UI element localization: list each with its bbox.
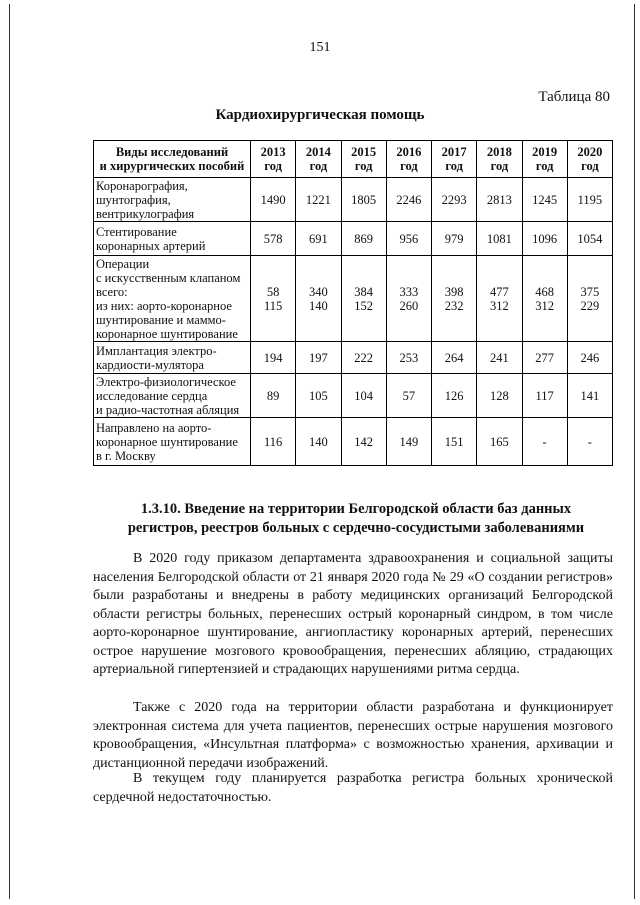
value: 2813	[486, 192, 512, 207]
value: 58	[266, 284, 280, 299]
value: 1081	[486, 231, 512, 246]
table-row	[94, 178, 613, 222]
value: 229	[580, 298, 600, 313]
value-cell	[386, 256, 431, 342]
value-cell	[567, 374, 612, 418]
value-cell	[251, 374, 296, 418]
value-cell	[567, 178, 612, 222]
value-cell	[296, 178, 341, 222]
value-cell	[386, 418, 431, 466]
value: 1054	[577, 231, 603, 246]
value-cell	[296, 256, 341, 342]
value: 2246	[396, 192, 422, 207]
value: -	[587, 434, 592, 449]
value-cell	[341, 342, 386, 374]
value-cell	[522, 256, 567, 342]
value-cell	[251, 342, 296, 374]
header-year: 2013 год	[251, 141, 296, 178]
row-label	[94, 222, 251, 256]
value-cell	[432, 222, 477, 256]
table-row	[94, 256, 613, 342]
row-label-line: исследование сердца	[96, 388, 208, 403]
row-label-line: Направлено на аорто-	[96, 420, 212, 435]
value: 152	[354, 298, 373, 313]
table-body	[94, 178, 613, 466]
value-cell	[567, 256, 612, 342]
row-label-line: Имплантация электро-	[96, 343, 217, 358]
value-cell	[296, 374, 341, 418]
header-year: 2017 год	[432, 141, 477, 178]
value-cell	[567, 418, 612, 466]
header-year: 2016 год	[386, 141, 431, 178]
value-cell	[386, 374, 431, 418]
value-cell	[251, 256, 296, 342]
row-label-line: кардиости-мулятора	[96, 357, 204, 372]
value-cell	[522, 178, 567, 222]
value: 1245	[532, 192, 558, 207]
value: 241	[490, 350, 509, 365]
value: 264	[444, 350, 464, 365]
value-cell	[432, 342, 477, 374]
value: 115	[263, 298, 283, 313]
value-cell	[477, 374, 522, 418]
row-label	[94, 342, 251, 374]
value: 340	[309, 284, 328, 299]
value-cell	[477, 222, 522, 256]
value-cell	[477, 418, 522, 466]
value: 126	[444, 388, 464, 403]
header-type-line1: Виды исследований	[115, 145, 229, 159]
value-cell	[386, 178, 431, 222]
row-label-line: Коронарография,	[96, 178, 188, 193]
value-cell	[386, 222, 431, 256]
row-label	[94, 418, 251, 466]
value: 194	[263, 350, 283, 365]
header-type-line2: и хирургических пособий	[99, 159, 245, 173]
row-label	[94, 178, 251, 222]
row-label	[94, 374, 251, 418]
value: 253	[399, 350, 419, 365]
value: 141	[580, 388, 600, 403]
row-label-line: шунтография,	[96, 192, 171, 207]
value: 128	[490, 388, 509, 403]
value: 57	[402, 388, 416, 403]
row-label-line: вентрикулография	[96, 206, 195, 221]
paragraph-registers: В 2020 году приказом департамента здравоохранения и социальной защиты населения Белгородской области от 21 января 2020 года № 29 «О создании регистров» были разработаны и внедрены в работу медицинских организаций Белгородской области регистры больных, перенесших острый коронарный синдром, в том числе аорто-коронарное шунтирование, ангиопластику коронарных артерий, перенесших острое нарушение мозгового кровообращения, перенесших абляцию, страдающих артериальной гипертензией и страдающих нарушениями ритма сердца.	[93, 551, 613, 677]
value: 104	[354, 388, 373, 403]
value-cell	[432, 178, 477, 222]
header-year: 2019 год	[522, 141, 567, 178]
section-heading-line2: регистров, реестров больных с сердечно-сосудистыми заболеваниями	[127, 520, 585, 536]
value-cell	[567, 342, 612, 374]
table-header-row	[94, 141, 613, 178]
value: 398	[444, 284, 464, 299]
row-label-line: с искусственным клапаном	[96, 270, 241, 285]
value: 116	[263, 434, 283, 449]
page-number: 151	[309, 40, 331, 55]
row-label-line: Операции	[96, 256, 150, 271]
table-row	[94, 222, 613, 256]
value: 142	[354, 434, 373, 449]
value-cell	[522, 222, 567, 256]
value: 1221	[305, 192, 331, 207]
table-label: Таблица 80	[538, 89, 610, 105]
value-cell	[432, 256, 477, 342]
value-cell	[296, 342, 341, 374]
value-cell	[477, 178, 522, 222]
table-title: Кардиохирургическая помощь	[215, 107, 425, 123]
value-cell	[296, 222, 341, 256]
value: 1490	[260, 192, 286, 207]
value-cell	[477, 256, 522, 342]
value-cell	[567, 222, 612, 256]
value: 468	[535, 284, 554, 299]
value-cell	[341, 222, 386, 256]
value: 1805	[351, 192, 377, 207]
row-label-line: коронарное шунтирование	[96, 434, 238, 449]
value: 1195	[577, 192, 603, 207]
header-year: 2020 год	[567, 141, 612, 178]
value: 89	[266, 388, 280, 403]
value: 140	[309, 298, 328, 313]
value: 117	[535, 388, 554, 403]
value-cell	[432, 418, 477, 466]
value-cell	[341, 418, 386, 466]
value-cell	[522, 374, 567, 418]
value-cell	[251, 222, 296, 256]
header-type	[94, 141, 251, 178]
paragraph-heart-failure-registry: В текущем году планируется разработка регистра больных хронической сердечной недостаточностью.	[93, 771, 613, 805]
header-year: 2015 год	[341, 141, 386, 178]
value-cell	[251, 418, 296, 466]
value: 384	[354, 284, 373, 299]
value: 2293	[441, 192, 467, 207]
row-label-line: шунтирование и маммо-	[96, 312, 226, 327]
value: 375	[580, 284, 600, 299]
row-label-line: коронарных артерий	[96, 238, 206, 253]
row-label-line: и радио-частотная абляция	[96, 402, 240, 417]
value-cell	[251, 178, 296, 222]
value: 140	[309, 434, 328, 449]
value-cell	[296, 418, 341, 466]
value: 312	[535, 298, 554, 313]
cardiosurgery-table	[93, 140, 613, 466]
value: 232	[444, 298, 464, 313]
value: 222	[354, 350, 373, 365]
row-label-line: в г. Москву	[96, 448, 156, 463]
value: 979	[444, 231, 464, 246]
value-cell	[341, 256, 386, 342]
value: 277	[535, 350, 554, 365]
header-year: 2018 год	[477, 141, 522, 178]
value: 246	[580, 350, 600, 365]
value: 578	[263, 231, 283, 246]
value: 151	[444, 434, 464, 449]
value: 197	[309, 350, 328, 365]
header-year: 2014 год	[296, 141, 341, 178]
value: 149	[399, 434, 419, 449]
value: 312	[490, 298, 509, 313]
table-row	[94, 374, 613, 418]
value-cell	[432, 374, 477, 418]
table-row	[94, 342, 613, 374]
section-heading	[96, 500, 616, 538]
value-cell	[522, 418, 567, 466]
value: 477	[490, 284, 509, 299]
value-cell	[477, 342, 522, 374]
row-label	[94, 256, 251, 342]
row-label-line: коронарное шунтирование	[96, 326, 238, 341]
value: 956	[399, 231, 419, 246]
value: 260	[399, 298, 419, 313]
value-cell	[386, 342, 431, 374]
row-label-line: из них: аорто-коронарное	[96, 298, 232, 313]
value: 869	[354, 231, 373, 246]
table-row	[94, 418, 613, 466]
value-cell	[522, 342, 567, 374]
value: 105	[309, 388, 328, 403]
value: -	[542, 434, 547, 449]
value: 333	[399, 284, 419, 299]
row-label-line: всего:	[96, 284, 128, 299]
value: 1096	[532, 231, 558, 246]
value-cell	[341, 374, 386, 418]
value-cell	[341, 178, 386, 222]
value: 165	[490, 434, 509, 449]
paragraph-stroke-platform: Также с 2020 года на территории области разработана и функционирует электронная система для учета пациентов, перенесших острые нарушения мозгового кровообращения, «Инсультная платформа» с возможностью хранения, архивации и дистанционной передачи изображений.	[93, 700, 613, 771]
section-heading-line1: 1.3.10. Введение на территории Белгородской области баз данных	[140, 501, 572, 517]
row-label-line: Электро-физиологическое	[96, 374, 236, 389]
value: 691	[309, 231, 328, 246]
row-label-line: Стентирование	[96, 224, 177, 239]
